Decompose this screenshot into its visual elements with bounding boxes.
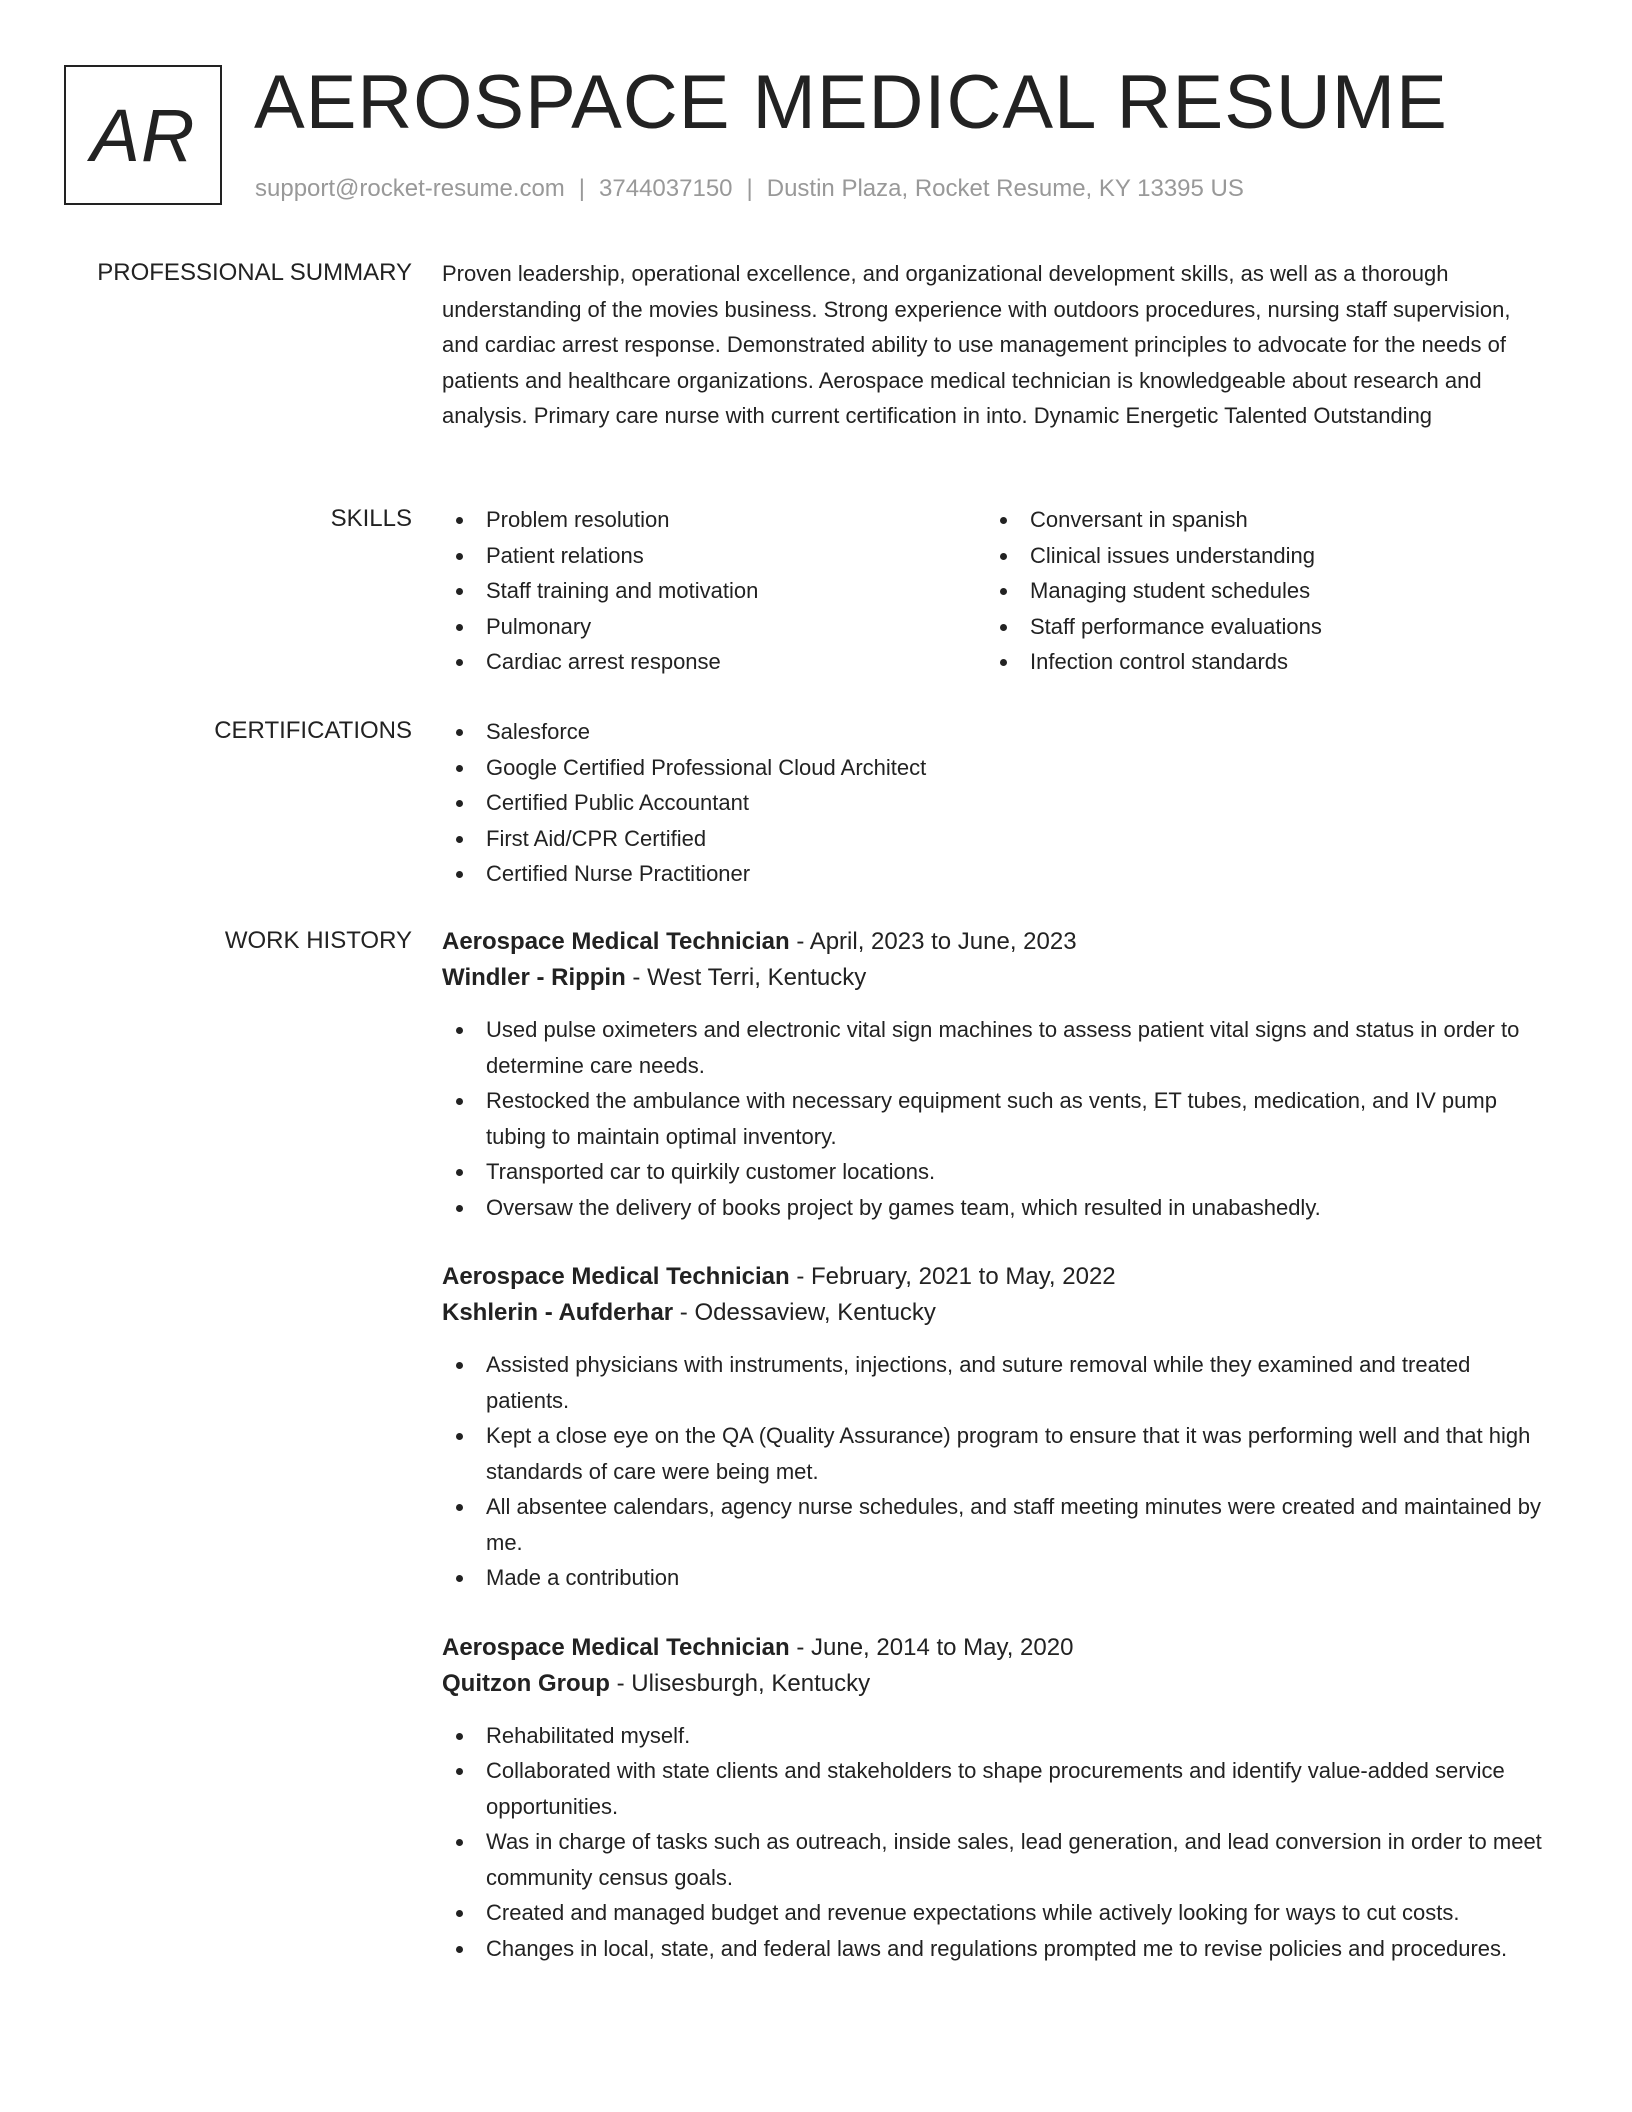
job-bullet: Was in charge of tasks such as outreach, inside sales, lead generation, and lead conversion in order to meet community census goals.	[442, 1824, 1552, 1895]
certifications-list	[442, 714, 1552, 892]
summary-text: Proven leadership, operational excellence, and organizational development skills, as well as a thorough understanding of the movies business. Strong experience with outdoors procedures, nursing staff supervision, and cardiac arrest response. Demonstrated ability to use management principles to advocate for the needs of patients and healthcare organizations. Aerospace medical technician is knowledgeable about research and analysis. Primary care nurse with current certification in into. Dynamic Energetic Talented Outstanding	[442, 261, 1511, 428]
skill-item: Clinical issues understanding	[986, 538, 1530, 574]
job-title-line	[442, 1630, 1552, 1666]
monogram-box	[64, 65, 222, 205]
job-location: West Terri, Kentucky	[647, 964, 867, 991]
job-title: Aerospace Medical Technician	[442, 1633, 790, 1661]
job-dash: -	[625, 964, 648, 991]
job-bullet: Made a contribution	[442, 1560, 1552, 1596]
job-dates: April, 2023 to June, 2023	[809, 928, 1077, 955]
job-bullet: Used pulse oximeters and electronic vital sign machines to assess patient vital signs and status in order to determine care needs.	[442, 1012, 1552, 1083]
job-bullet: Kept a close eye on the QA (Quality Assurance) program to ensure that it was performing well and that high standards of care were being met.	[442, 1418, 1552, 1489]
job-bullets	[442, 1718, 1552, 1967]
job-company: Windler - Rippin	[442, 964, 626, 991]
job-dash: -	[789, 1633, 812, 1661]
skills-body	[442, 502, 1552, 680]
job-title: Aerospace Medical Technician	[442, 928, 790, 955]
job-bullet: Assisted physicians with instruments, injections, and suture removal while they examined and treated patients.	[442, 1347, 1552, 1418]
skill-item: Pulmonary	[442, 609, 986, 645]
job-bullet: Restocked the ambulance with necessary equipment such as vents, ET tubes, medication, and IV pump tubing to maintain optimal inventory.	[442, 1083, 1552, 1154]
contact-separator: |	[578, 175, 586, 202]
certification-item: Salesforce	[442, 714, 1552, 750]
job-company-line	[442, 960, 1552, 996]
job-bullet: Transported car to quirkily customer locations.	[442, 1154, 1552, 1190]
job-entry	[442, 1259, 1552, 1596]
skills-label: SKILLS	[330, 505, 412, 532]
job-dash: -	[789, 928, 810, 955]
contact-phone: 3744037150	[599, 175, 733, 202]
job-bullet: All absentee calendars, agency nurse schedules, and staff meeting minutes were created and maintained by me.	[442, 1489, 1552, 1560]
certifications-body	[442, 714, 1552, 892]
resume-title: AEROSPACE MEDICAL RESUME	[254, 60, 1448, 145]
skill-item: Managing student schedules	[986, 573, 1530, 609]
certification-item: Certified Nurse Practitioner	[442, 856, 1552, 892]
skill-item: Staff training and motivation	[442, 573, 986, 609]
skill-item: Staff performance evaluations	[986, 609, 1530, 645]
job-bullets	[442, 1012, 1552, 1225]
job-entry	[442, 924, 1552, 1225]
job-location: Odessaview, Kentucky	[694, 1299, 936, 1326]
skills-list-right	[986, 502, 1530, 680]
contact-address: Dustin Plaza, Rocket Resume, KY 13395 US	[766, 175, 1244, 202]
job-bullet: Oversaw the delivery of books project by games team, which resulted in unabashedly.	[442, 1190, 1552, 1226]
job-company: Quitzon Group	[442, 1669, 610, 1697]
job-dates: February, 2021 to May, 2022	[811, 1263, 1116, 1290]
work-history-label: WORK HISTORY	[224, 927, 412, 954]
contact-email: support@rocket-resume.com	[255, 175, 565, 202]
job-dash: -	[673, 1299, 695, 1326]
job-bullet: Changes in local, state, and federal laws and regulations prompted me to revise policies and procedures.	[442, 1931, 1552, 1967]
job-dash: -	[789, 1263, 812, 1290]
job-title-line	[442, 1259, 1552, 1295]
skill-item: Patient relations	[442, 538, 986, 574]
job-company-line	[442, 1295, 1552, 1331]
work-history-body	[442, 924, 1552, 2000]
skill-item: Conversant in spanish	[986, 502, 1530, 538]
job-bullet: Created and managed budget and revenue expectations while actively looking for ways to cut costs.	[442, 1895, 1552, 1931]
job-entry	[442, 1630, 1552, 1967]
skills-columns	[442, 502, 1552, 680]
job-bullets	[442, 1347, 1552, 1596]
skill-item: Infection control standards	[986, 644, 1530, 680]
job-location: Ulisesburgh, Kentucky	[631, 1669, 871, 1697]
job-bullet: Collaborated with state clients and stakeholders to shape procurements and identify value-added service opportunities.	[442, 1753, 1552, 1824]
job-dash: -	[609, 1669, 632, 1697]
job-title: Aerospace Medical Technician	[442, 1263, 790, 1290]
skills-list-left	[442, 502, 986, 680]
job-company-line	[442, 1666, 1552, 1702]
skill-item: Problem resolution	[442, 502, 986, 538]
certification-item: Certified Public Accountant	[442, 785, 1552, 821]
job-bullet: Rehabilitated myself.	[442, 1718, 1552, 1754]
summary-label: PROFESSIONAL SUMMARY	[97, 259, 412, 286]
certification-item: First Aid/CPR Certified	[442, 821, 1552, 857]
summary-body	[442, 256, 1552, 434]
certification-item: Google Certified Professional Cloud Architect	[442, 750, 1552, 786]
monogram-initials: AR	[90, 93, 196, 177]
contact-separator: |	[746, 175, 753, 202]
job-company: Kshlerin - Aufderhar	[442, 1299, 674, 1326]
job-title-line	[442, 924, 1552, 960]
job-dates: June, 2014 to May, 2020	[811, 1633, 1074, 1661]
contact-line	[255, 175, 1244, 203]
certifications-label: CERTIFICATIONS	[214, 717, 412, 744]
skill-item: Cardiac arrest response	[442, 644, 986, 680]
